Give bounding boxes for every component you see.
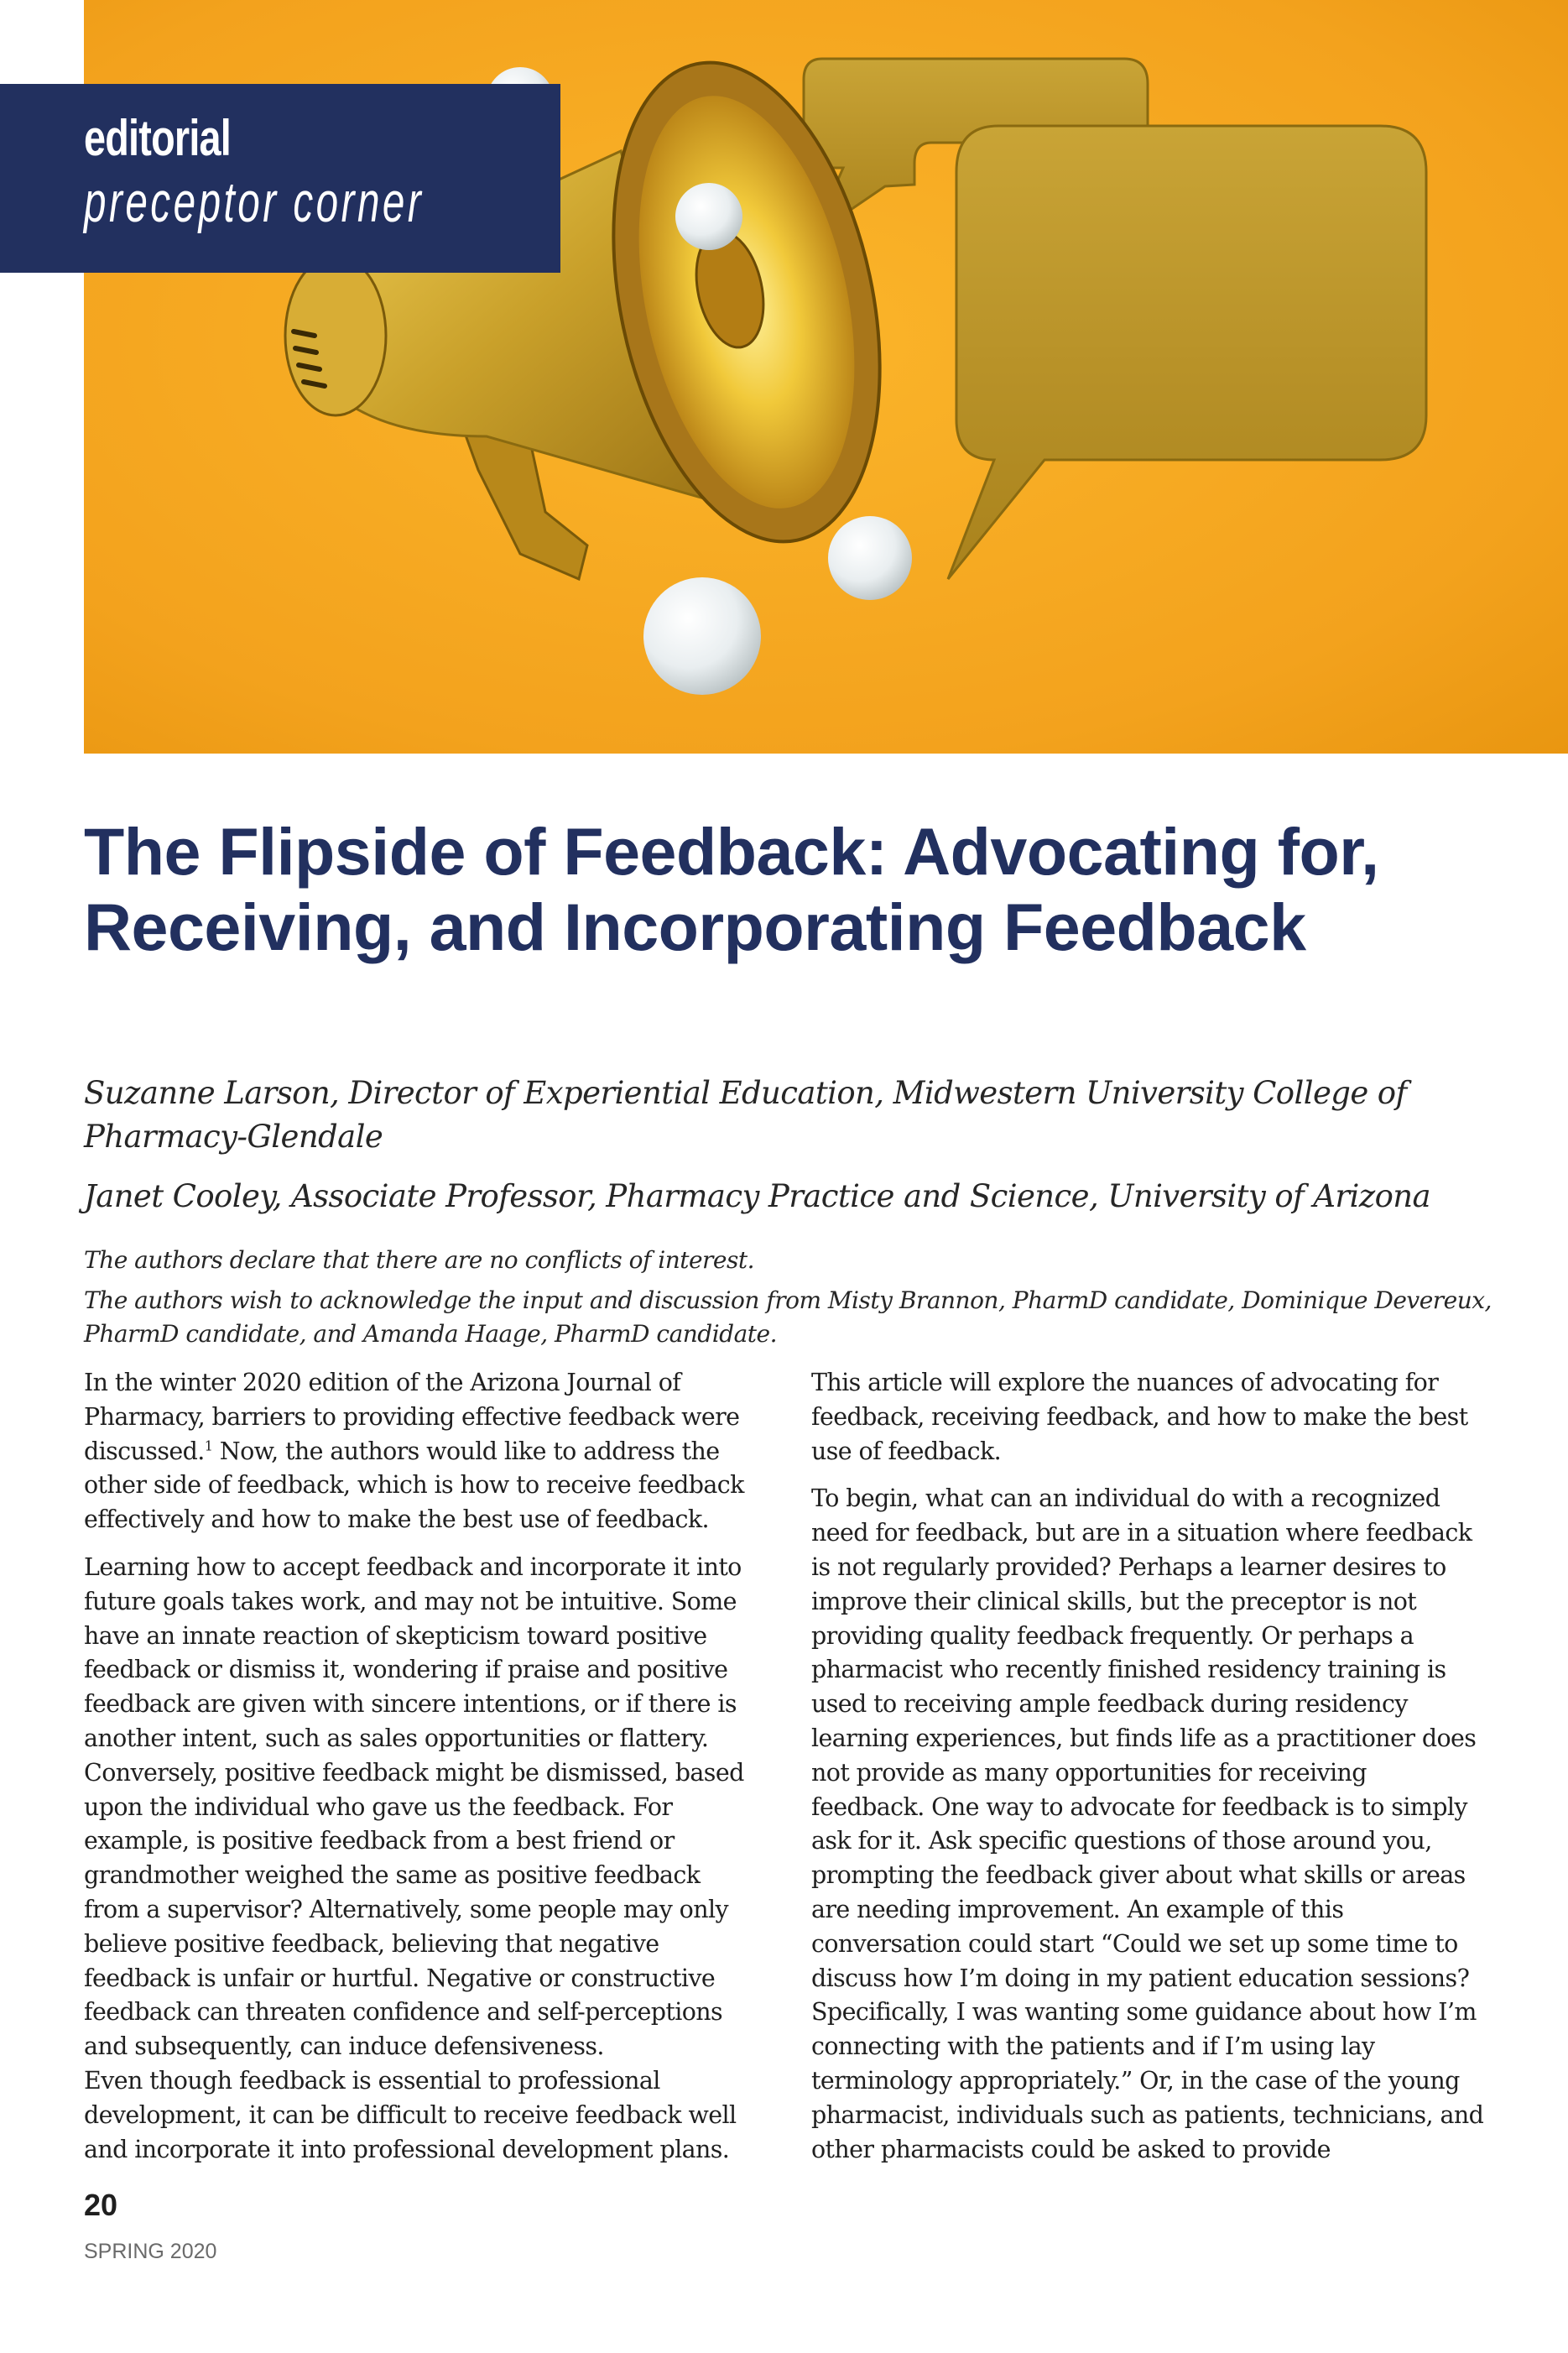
author-byline: Suzanne Larson, Director of Experiential Education, Midwestern University College of Pharmacy-Glendale [84,1075,1407,1155]
right-column [811,1366,1487,2180]
article-title: The Flipside of Feedback: Advocating for, Receiving, and Incorporating Feedback [84,814,1379,964]
section-banner [0,84,560,273]
issue-label: SPRING 2020 [84,2240,217,2263]
paragraph: Even though feedback is essential to professional development, it can be difficult to receive feedback well and incorporate it into professional development plans. [84,2066,737,2163]
reference-marker: 1 [204,1437,213,1454]
acknowledgment: The authors wish to acknowledge the input and discussion from Misty Brannon, PharmD candidate, Dominique Devereux, PharmD candidate, and Amanda Haage, PharmD candidate. [84,1286,1492,1348]
conflict-disclosure: The authors declare that there are no conflicts of interest. [84,1246,755,1274]
column-label: preceptor corner [84,170,425,234]
section-label: editorial [84,110,232,166]
paragraph: Learning how to accept feedback and incorporate it into future goals takes work, and may not be intuitive. Some have an innate reaction of skepticism toward positive feedback or dismiss it, wondering if praise and positive feedback are given with sincere intentions, or if there is another intent, such as sales opportunities or flattery. Conversely, positive feedback might be dismissed, based upon the individual who gave us the feedback. For example, is positive feedback from a best friend or grandmother weighed the same as positive feedback from a supervisor? Alternatively, some people may only believe positive feedback, believing that negative feedback is unfair or hurtful. Negative or constructive feedback can threaten confidence and self-perceptions and subsequently, can induce defensiveness. [84,1552,744,2061]
author-byline: Janet Cooley, Associate Professor, Pharmacy Practice and Science, University of Arizona [84,1178,1430,1214]
paragraph: This article will explore the nuances of advocating for feedback, receiving feedback, and how to make the best use of feedback. [811,1369,1468,1465]
paragraph: To begin, what can an individual do with a recognized need for feedback, but are in a situation where feedback is not regularly provided? Perhaps a learner desires to improve their clinical skills, but the preceptor is not providing quality feedback frequently. Or perhaps a pharmacist who recently finished residency training is used to receiving ample feedback during residency learning experiences, but finds life as a practitioner does not provide as many opportunities for receiving feedback. One way to advocate for feedback is to simply ask for it. Ask specific questions of those around you, prompting the feedback giver about what skills or areas are needing improvement. An example of this conversation could start “Could we set up some time to discuss how I’m doing in my patient education sessions? Specifically, I was wanting some guidance about how I’m connecting with the patients and if I’m using lay terminology appropriately.” Or, in the case of the young pharmacist, individuals such as patients, technicians, and other pharmacists could be asked to provide [811,1484,1484,2163]
left-column [84,1366,751,2180]
paragraph: In the winter 2020 edition of the Arizona Journal of Pharmacy, barriers to providing effective feedback were discussed.$^1$ Now, the authors would like to address the other side of feedback, which is how to receive feedback effectively and how to make the best use of feedback. [84,1369,744,1534]
page-number: 20 [84,2188,118,2222]
